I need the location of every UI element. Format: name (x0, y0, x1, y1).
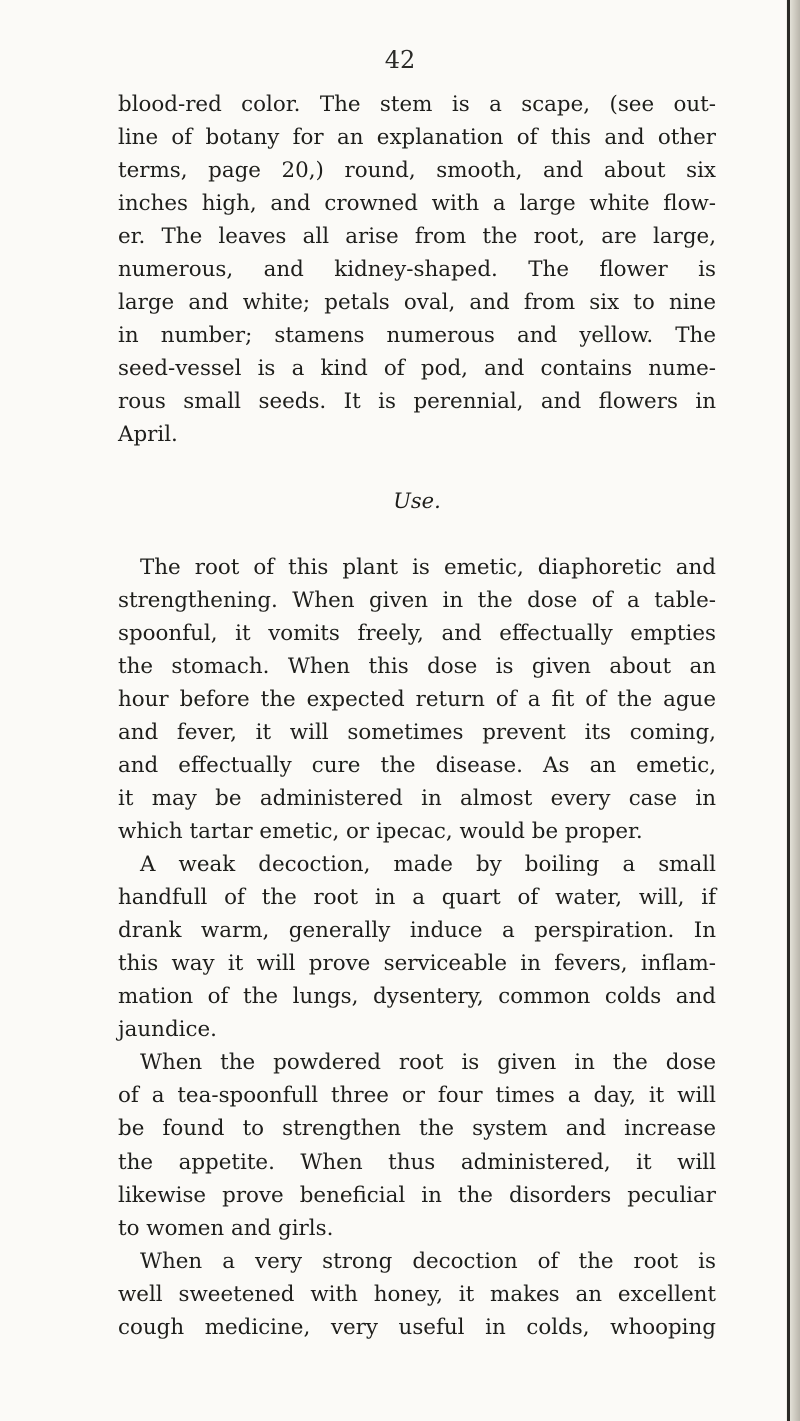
text-line: blood-red color. The stem is a scape, (see out- (118, 92, 716, 117)
paragraph (118, 88, 716, 452)
page-edge-line (787, 0, 790, 1421)
text-line: numerous, and kidney-shaped. The flower is (118, 257, 716, 283)
text-line: terms, page 20,) round, smooth, and about six (118, 158, 716, 184)
heading-text: Use. (393, 488, 441, 513)
text-line: drank warm, generally induce a perspiration. In (118, 918, 716, 944)
text-line: this way it will prove serviceable in fevers, inflam- (118, 951, 716, 977)
text-line: large and white; petals oval, and from six to nine (118, 290, 716, 316)
text-line: which tartar emetic, or ipecac, would be proper. (118, 819, 643, 845)
text-line: rous small seeds. It is perennial, and flowers in (118, 389, 716, 415)
text-line: to women and girls. (118, 1215, 334, 1241)
text-line: handfull of the root in a quart of water, will, if (118, 885, 716, 911)
text-line: When a very strong decoction of the root is (140, 1248, 716, 1274)
section-heading (118, 452, 716, 551)
text-line: mation of the lungs, dysentery, common colds and (118, 984, 716, 1010)
spacer (118, 452, 716, 485)
text-line: the appetite. When thus administered, it will (118, 1149, 716, 1175)
text-line: strengthening. When given in the dose of a table- (118, 587, 716, 613)
page-text (118, 88, 716, 1344)
text-line: in number; stamens numerous and yellow. The (118, 323, 716, 349)
text-line: and fever, it will sometimes prevent its coming, (118, 719, 716, 745)
text-line: seed-vessel is a kind of pod, and contains nume- (118, 356, 716, 382)
text-line: The root of this plant is emetic, diaphoretic and (140, 554, 716, 580)
text-line: cough medicine, very useful in colds, whooping (118, 1314, 716, 1340)
text-line: When the powdered root is given in the dose (140, 1050, 716, 1076)
text-line: of a tea-spoonfull three or four times a day, it will (118, 1083, 716, 1109)
spacer (118, 518, 716, 551)
text-line: inches high, and crowned with a large white flow- (118, 191, 716, 217)
text-line: er. The leaves all arise from the root, are large, (118, 224, 716, 250)
text-line: April. (118, 422, 178, 448)
text-line: and effectually cure the disease. As an emetic, (118, 752, 716, 778)
text-line: A weak decoction, made by boiling a small (140, 852, 716, 878)
paragraph (118, 848, 716, 1046)
text-line: spoonful, it vomits freely, and effectually empties (118, 620, 716, 646)
paragraph (118, 551, 716, 848)
page-number: 42 (384, 46, 416, 74)
paragraph (118, 1245, 716, 1344)
text-line: be found to strengthen the system and increase (118, 1116, 716, 1142)
text-line: well sweetened with honey, it makes an excellent (118, 1281, 716, 1307)
text-line: likewise prove beneficial in the disorders peculiar (118, 1182, 716, 1208)
text-line: jaundice. (118, 1017, 217, 1043)
text-line: it may be administered in almost every case in (118, 785, 716, 811)
text-line: hour before the expected return of a fit of the ague (118, 686, 716, 712)
text-line: the stomach. When this dose is given about an (118, 653, 716, 679)
paragraph (118, 1046, 716, 1244)
text-line: line of botany for an explanation of this and other (118, 125, 716, 151)
